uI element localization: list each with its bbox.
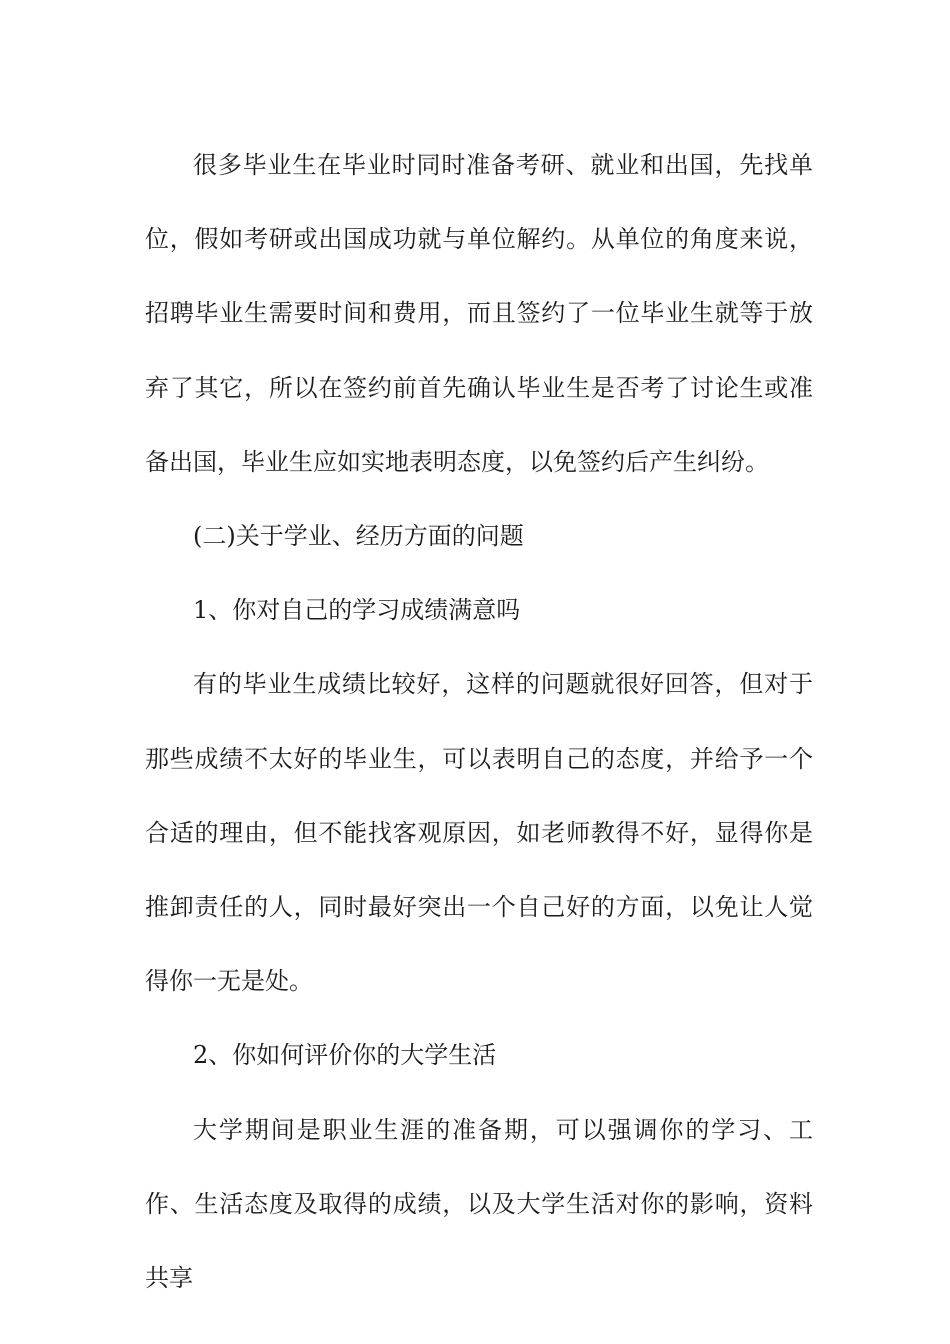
paragraph-grades-answer: 有的毕业生成绩比较好，这样的问题就很好回答，但对于那些成绩不太好的毕业生，可以表明自己的态度，并给予一个合适的理由，但不能找客观原因，如老师教得不好，显得你是推卸责任的人，同时最好突出一个自己好的方面，以免让人觉得你一无是处。 — [145, 670, 813, 996]
document-body — [145, 128, 813, 1315]
question-heading-college-life: 2、你如何评价你的大学生活 — [193, 1041, 497, 1070]
paragraph-college-life-answer: 大学期间是职业生涯的准备期，可以强调你的学习、工作、生活态度及取得的成绩，以及大学生活对你的影响，资料共享 — [145, 1115, 813, 1293]
section-heading-academics: (二)关于学业、经历方面的问题 — [193, 522, 524, 551]
paragraph-signing-honesty: 很多毕业生在毕业时同时准备考研、就业和出国，先找单位，假如考研或出国成功就与单位解约。从单位的角度来说，招聘毕业生需要时间和费用，而且签约了一位毕业生就等于放弃了其它，所以在签约前首先确认毕业生是否考了讨论生或准备出国，毕业生应如实地表明态度，以免签约后产生纠纷。 — [145, 151, 813, 476]
question-heading-grades: 1、你对自己的学习成绩满意吗 — [193, 596, 521, 625]
